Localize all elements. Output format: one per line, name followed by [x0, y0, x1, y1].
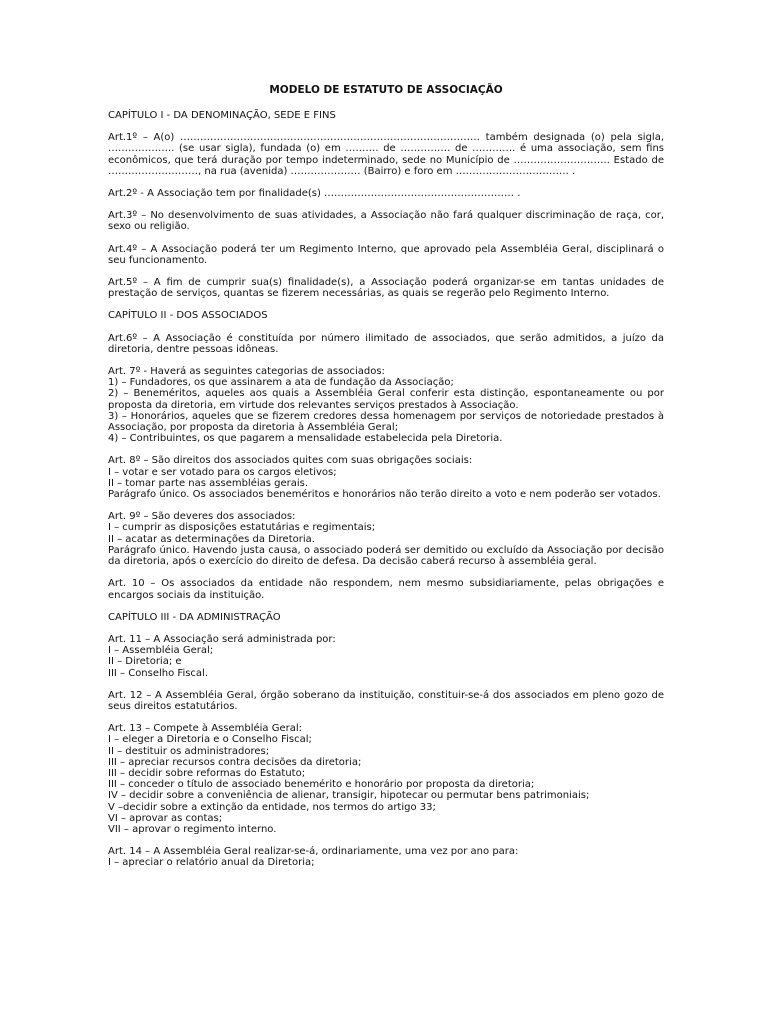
article-line: 2) – Beneméritos, aqueles aos quais a Assembléia Geral conferir esta distinção, espontaneamente ou por proposta da diretoria, em virtude dos relevantes serviços prestados à Associação. — [108, 388, 664, 411]
article-line: Art. 13 – Compete à Assembléia Geral: — [108, 723, 303, 735]
article-line: Art. 14 – A Assembléia Geral realizar-se-á, ordinariamente, uma vez por ano para: — [108, 846, 519, 858]
article-line: III – decidir sobre reformas do Estatuto; — [108, 767, 306, 779]
article-line: V –decidir sobre a extinção da entidade, nos termos do artigo 33; — [108, 801, 436, 813]
article-line: Art. 7º - Haverá as seguintes categorias de associados: — [108, 366, 385, 378]
article-line: II – acatar as determinações da Diretoria. — [108, 533, 315, 545]
chapter-heading: CAPÍTULO III - DA ADMINISTRAÇÃO — [108, 611, 281, 623]
article-line: I – eleger a Diretoria e o Conselho Fiscal; — [108, 734, 312, 746]
article-line: Parágrafo único. Havendo justa causa, o associado poderá ser demitido ou excluído da Associação por decisão da diretoria, após o exercício do direito de defesa. Da decisão caberá recurso à assembléia geral. — [108, 544, 664, 568]
article-line: I – Assembléia Geral; — [108, 645, 214, 657]
article-6: Art.6º – A Associação é constituída por número ilimitado de associados, que serão admitidos, a juízo da diretoria, dentre pessoas idôneas. — [108, 332, 664, 355]
article-4: Art.4º – A Associação poderá ter um Regimento Interno, que aprovado pela Assembléia Geral, disciplinará o seu funcionamento. — [108, 243, 664, 266]
article-line: Art. 9º – São deveres dos associados: — [108, 511, 296, 523]
article-7 — [108, 366, 664, 444]
article-line: I – votar e ser votado para os cargos eletivos; — [108, 466, 337, 478]
article-line: Art. 11 – A Associação será administrada por: — [108, 633, 336, 645]
article-line: III – Conselho Fiscal. — [108, 667, 209, 679]
article-11 — [108, 634, 664, 679]
article-10: Art. 10 – Os associados da entidade não respondem, nem mesmo subsidiariamente, pelas obrigações e encargos sociais da instituição. — [108, 578, 664, 601]
article-12: Art. 12 – A Assembléia Geral, órgão soberano da instituição, constituir-se-á dos associados em pleno gozo de seus direitos estatutários. — [108, 689, 664, 712]
article-3: Art.3º – No desenvolvimento de suas atividades, a Associação não fará qualquer discriminação de raça, cor, sexo ou religião. — [108, 210, 664, 233]
article-line: 4) – Contribuintes, os que pagarem a mensalidade estabelecida pela Diretoria. — [108, 433, 503, 445]
article-line: II – Diretoria; e — [108, 656, 182, 668]
article-line: III – apreciar recursos contra decisões da diretoria; — [108, 756, 362, 768]
article-line: Art. 8º – São direitos dos associados quites com suas obrigações sociais: — [108, 455, 473, 467]
chapter-heading: CAPÍTULO I - DA DENOMINAÇÃO, SEDE E FINS — [108, 110, 336, 121]
article-line: II – destituir os administradores; — [108, 745, 270, 757]
article-14 — [108, 846, 664, 868]
article-line: VI – aprovar as contas; — [108, 812, 223, 824]
chapter-heading: CAPÍTULO II - DOS ASSOCIADOS — [108, 310, 268, 322]
article-line: 3) – Honorários, aqueles que se fizerem credores dessa homenagem por serviços de notoriedade prestados à Associação, por proposta da diretoria à Assembléia Geral; — [108, 410, 664, 434]
article-5: Art.5º – A fim de cumprir sua(s) finalidade(s), a Associação poderá organizar-se em tantas unidades de prestação de serviços, quantas se fizerem necessárias, as quais se regerão pelo Regimento Interno. — [108, 277, 664, 300]
article-line: III – conceder o título de associado benemérito e honorário por proposta da diretoria; — [108, 779, 535, 791]
article-line: VII – aprovar o regimento interno. — [108, 823, 277, 835]
article-line: I – apreciar o relatório anual da Diretoria; — [108, 857, 315, 869]
article-9 — [108, 511, 664, 567]
article-line: 1) – Fundadores, os que assinarem a ata de fundação da Associação; — [108, 377, 454, 389]
article-line: II – tomar parte nas assembléias gerais. — [108, 477, 309, 489]
article-line: Parágrafo único. Os associados beneméritos e honorários não terão direito a voto e nem poderão ser votados. — [108, 489, 661, 501]
article-line: IV – decidir sobre a conveniência de alienar, transigir, hipotecar ou permutar bens patrimoniais; — [108, 790, 590, 802]
article-1: Art.1º – A(o) ……………………………………………………………………………… também designada (o) pela sigla, ……………….. (se usar sigla), fundada (o) em ………. de …………… de …………. é uma associação, sem fins econômicos, que terá duração por tempo indeterminado, sede no Município de ……………………….. Estado de ………………………, na rua (avenida) ………………… (Bairro) e foro em ……………………………. . — [108, 132, 664, 177]
article-8 — [108, 455, 664, 500]
article-2: Art.2º - A Associação tem por finalidade(s) ………………………………………………… . — [108, 188, 521, 200]
article-line: I – cumprir as disposições estatutárias e regimentais; — [108, 522, 376, 534]
document-title: MODELO DE ESTATUTO DE ASSOCIAÇÃO — [269, 84, 503, 96]
article-13 — [108, 723, 664, 835]
